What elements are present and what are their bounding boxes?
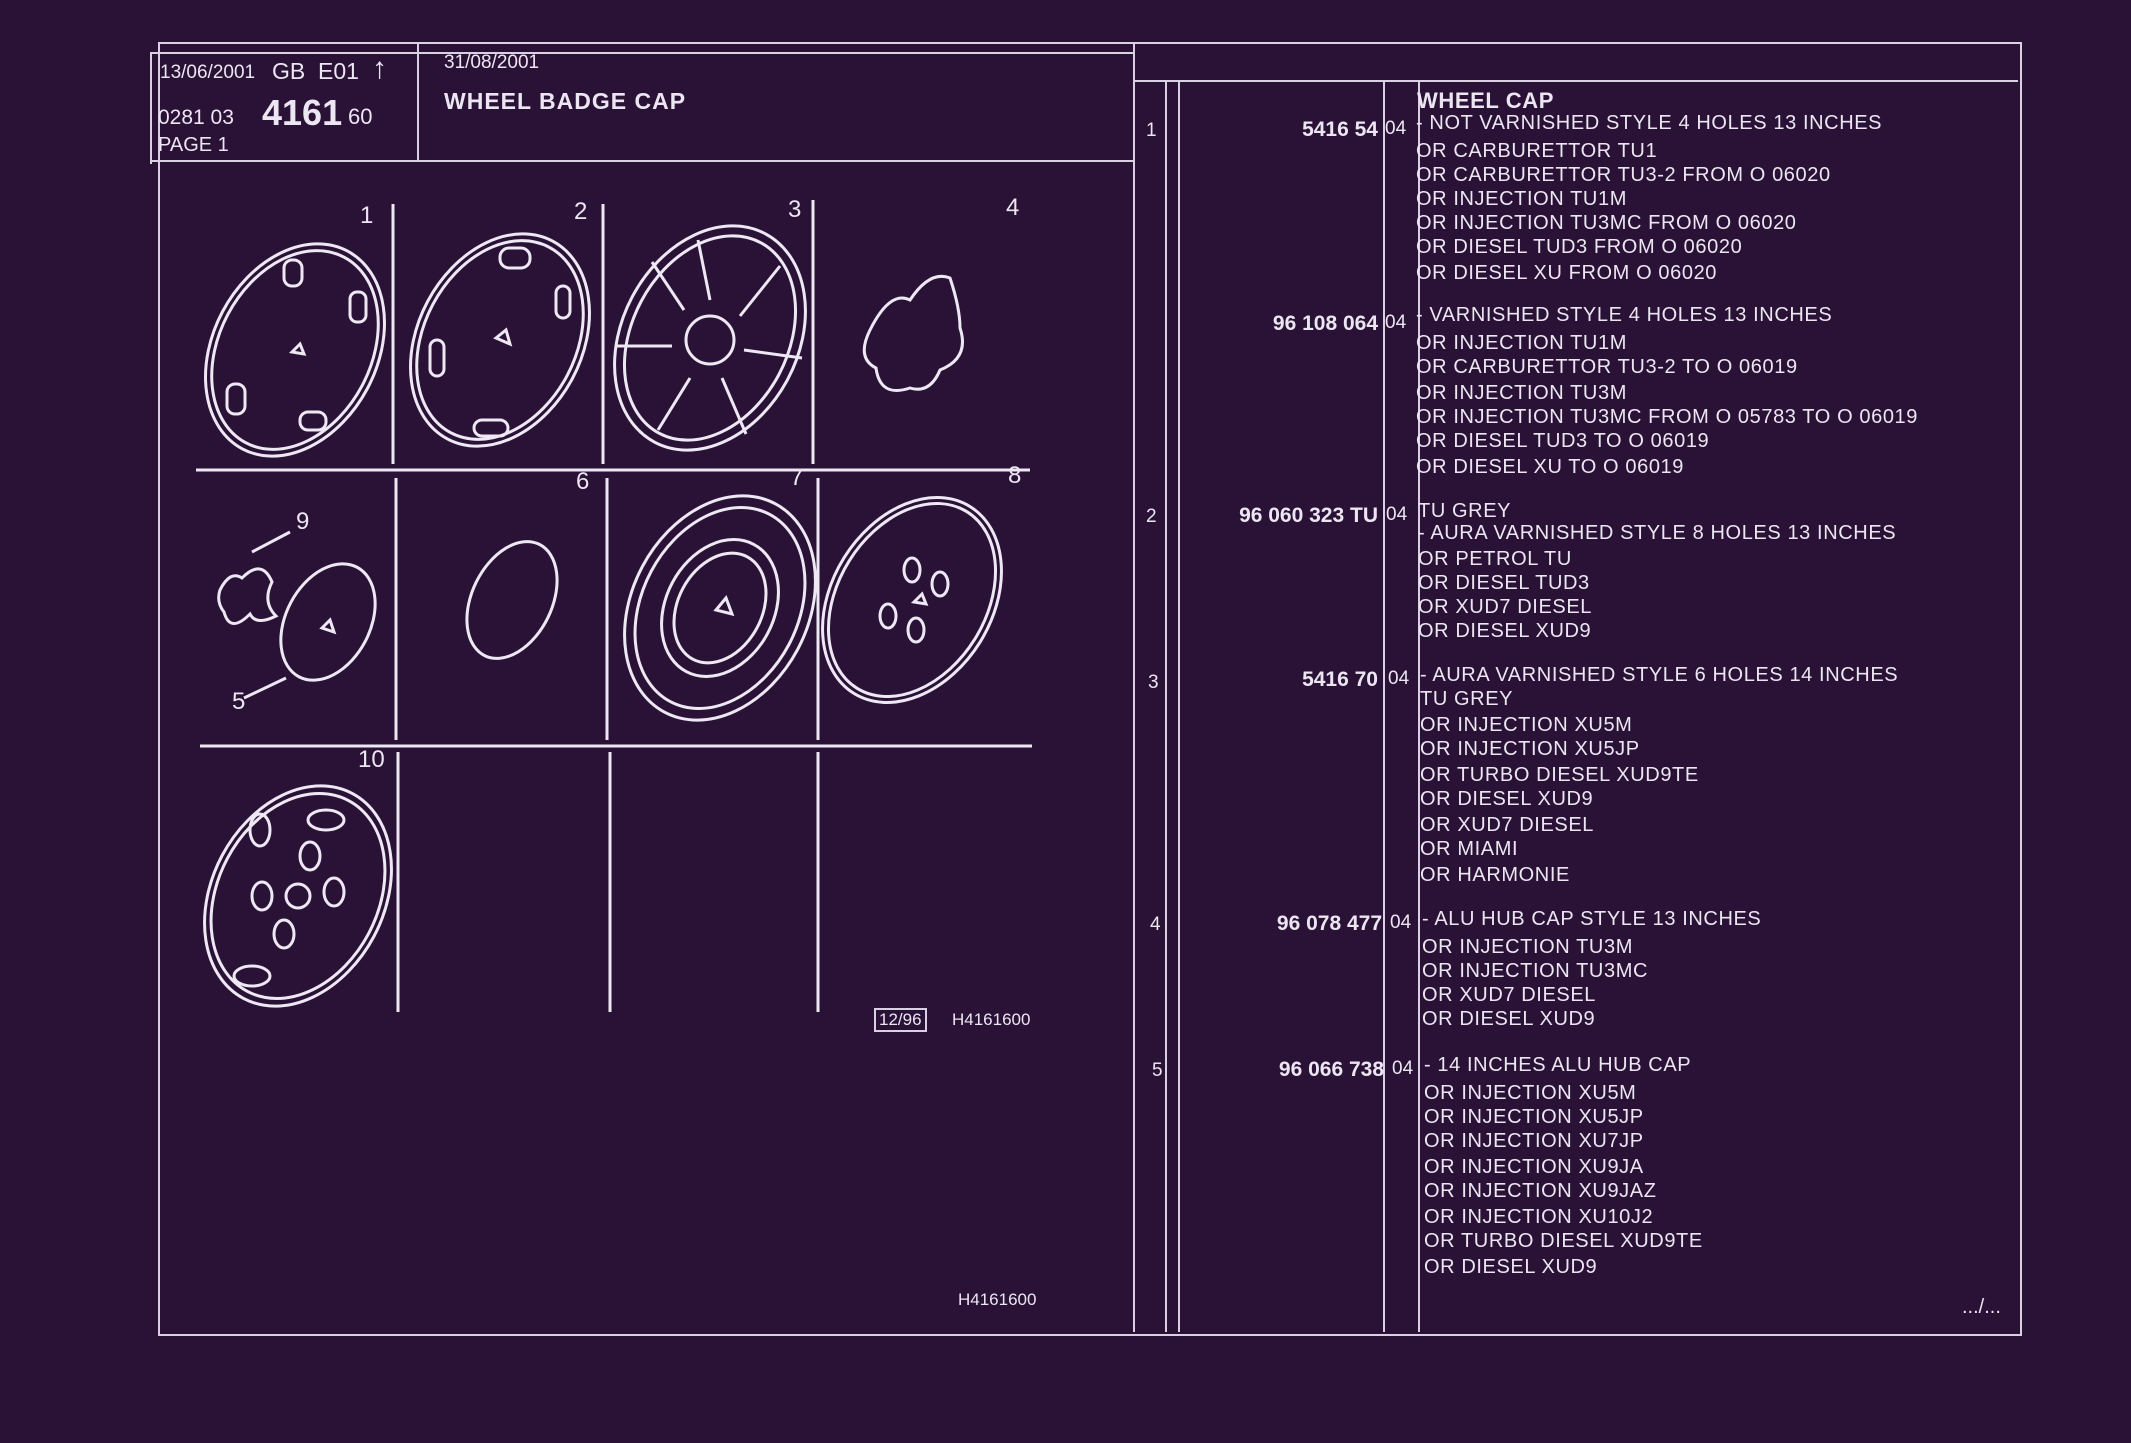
part-line: - VARNISHED STYLE 4 HOLES 13 INCHES: [1416, 304, 1833, 326]
badge-drawing-6: [449, 527, 575, 674]
header-ref-prefix: 0281 03: [158, 106, 234, 129]
item-number: 4: [1150, 914, 1161, 935]
hub-cap-drawing-8: [786, 464, 1038, 735]
badge-drawing-9: [219, 532, 290, 624]
part-line: OR DIESEL TUD3 TO O 06019: [1416, 430, 1710, 452]
part-quantity: 04: [1385, 312, 1407, 333]
part-line: OR INJECTION XU10J2: [1424, 1206, 1654, 1228]
figure-number: 2: [574, 198, 588, 225]
figure-number: 7: [790, 464, 804, 491]
part-quantity: 04: [1392, 1058, 1414, 1079]
part-reference: 96 060 323 TU: [1239, 504, 1378, 527]
header-date: 13/06/2001: [160, 62, 256, 83]
part-line: TU GREY: [1420, 688, 1514, 710]
part-line: OR DIESEL XU FROM O 06020: [1416, 262, 1718, 284]
hub-cap-drawing-10: [168, 753, 429, 1039]
part-line: - ALU HUB CAP STYLE 13 INCHES: [1422, 908, 1762, 930]
header-edition: E01: [318, 58, 359, 84]
drawing-grid: [196, 200, 1032, 1012]
header-lang: GB: [272, 58, 306, 84]
part-line: OR INJECTION TU3MC: [1422, 960, 1648, 982]
badge-drawing-4: [864, 276, 962, 390]
part-line: - NOT VARNISHED STYLE 4 HOLES 13 INCHES: [1416, 112, 1883, 134]
part-line: OR INJECTION TU3MC FROM O 05783 TO O 06019: [1416, 406, 1919, 428]
part-line: OR INJECTION XU5JP: [1420, 738, 1640, 760]
drawing-stamp: 12/96: [874, 1008, 927, 1032]
figure-number: 9: [296, 508, 310, 535]
part-line: OR DIESEL XUD9: [1420, 788, 1594, 810]
drawing-code: H4161600: [952, 1010, 1031, 1029]
part-line: OR INJECTION XU9JA: [1424, 1156, 1644, 1178]
part-line: OR INJECTION XU5M: [1420, 714, 1633, 736]
part-line: OR CARBURETTOR TU3-2 FROM O 06020: [1416, 164, 1831, 186]
part-line: OR CARBURETTOR TU1: [1416, 140, 1658, 162]
part-line: - AURA VARNISHED STYLE 8 HOLES 13 INCHES: [1418, 522, 1897, 544]
header-ref-main: 4161: [262, 92, 343, 133]
header-date2: 31/08/2001: [444, 52, 540, 73]
figure-number: 6: [576, 468, 590, 495]
figure-number: 10: [358, 746, 385, 773]
part-line: OR XUD7 DIESEL: [1418, 596, 1593, 618]
part-line: OR INJECTION TU1M: [1416, 332, 1627, 354]
item-number: 3: [1148, 672, 1159, 693]
part-line: OR DIESEL XUD9: [1418, 620, 1592, 642]
part-line: OR DIESEL TUD3 FROM O 06020: [1416, 236, 1743, 258]
part-reference: 96 066 738: [1278, 1058, 1384, 1081]
part-reference: 96 108 064: [1272, 312, 1378, 335]
item-number: 1: [1146, 120, 1157, 141]
part-reference: 5416 70: [1302, 668, 1378, 691]
part-line: OR HARMONIE: [1420, 864, 1570, 886]
figure-number: 5: [232, 688, 246, 715]
part-reference: 96 078 477: [1276, 912, 1382, 935]
badge-drawing-5: [244, 548, 394, 698]
page-title: WHEEL BADGE CAP: [444, 88, 687, 114]
part-line: OR INJECTION XU5JP: [1424, 1106, 1644, 1128]
part-quantity: 04: [1388, 668, 1410, 689]
part-line: - AURA VARNISHED STYLE 6 HOLES 14 INCHES: [1420, 664, 1899, 686]
part-line: TU GREY: [1418, 500, 1512, 522]
part-line: OR INJECTION TU3M: [1422, 936, 1633, 958]
up-arrow-icon: ↑: [372, 52, 387, 85]
part-line: OR INJECTION XU9JAZ: [1424, 1180, 1657, 1202]
part-line: OR INJECTION TU3M: [1416, 382, 1627, 404]
part-heading: WHEEL CAP: [1417, 88, 1555, 113]
continued-marker: .../...: [1962, 1296, 2001, 1318]
hub-cap-drawing-1: [170, 213, 420, 488]
hub-cap-drawing-2: [375, 203, 625, 478]
part-line: OR CARBURETTOR TU3-2 TO O 06019: [1416, 356, 1798, 378]
part-line: OR DIESEL XUD9: [1422, 1008, 1596, 1030]
part-reference: 5416 54: [1302, 118, 1378, 141]
header-page: PAGE 1: [158, 134, 229, 156]
figure-number: 3: [788, 196, 802, 223]
part-line: OR PETROL TU: [1418, 548, 1572, 570]
part-line: OR TURBO DIESEL XUD9TE: [1420, 764, 1699, 786]
part-line: OR DIESEL TUD3: [1418, 572, 1590, 594]
part-line: - 14 INCHES ALU HUB CAP: [1424, 1054, 1692, 1076]
part-line: OR DIESEL XUD9: [1424, 1256, 1598, 1278]
part-quantity: 04: [1385, 118, 1407, 139]
figure-number: 1: [360, 202, 374, 229]
figure-number: 4: [1006, 194, 1020, 221]
part-line: OR DIESEL XU TO O 06019: [1416, 456, 1684, 478]
figure-number: 8: [1008, 462, 1022, 489]
item-number: 2: [1146, 506, 1157, 527]
item-number: 5: [1152, 1060, 1163, 1081]
hub-cap-drawing-7: [587, 462, 853, 753]
part-line: OR INJECTION XU7JP: [1424, 1130, 1644, 1152]
header-ref-suffix: 60: [348, 104, 373, 129]
part-quantity: 04: [1390, 912, 1412, 933]
part-line: OR INJECTION TU1M: [1416, 188, 1627, 210]
part-line: OR INJECTION TU3MC FROM O 06020: [1416, 212, 1797, 234]
part-line: OR MIAMI: [1420, 838, 1519, 860]
hub-cap-drawing-3: [577, 192, 843, 483]
part-quantity: 04: [1386, 504, 1408, 525]
part-line: OR XUD7 DIESEL: [1422, 984, 1597, 1006]
part-line: OR INJECTION XU5M: [1424, 1082, 1637, 1104]
part-line: OR XUD7 DIESEL: [1420, 814, 1595, 836]
drawing-code-bottom: H4161600: [958, 1290, 1037, 1309]
part-line: OR TURBO DIESEL XUD9TE: [1424, 1230, 1703, 1252]
